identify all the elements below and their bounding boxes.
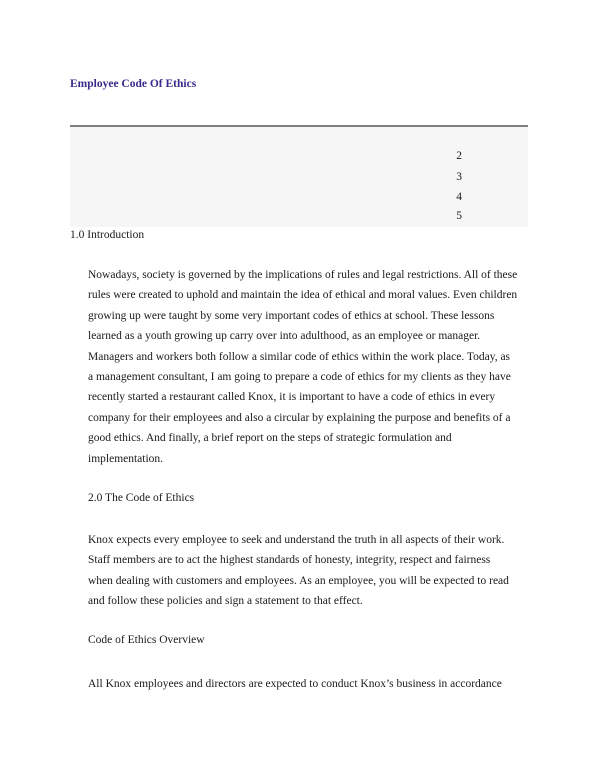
toc-page-number: 2	[456, 150, 462, 162]
paragraph-line: learned as a youth growing up carry over into adulthood, as an employee or manager.	[88, 330, 481, 343]
overview-paragraph	[88, 674, 502, 694]
paragraph-line: Knox expects every employee to seek and understand the truth in all aspects of their work.	[88, 534, 505, 546]
paragraph-line: company for their employees and also a circular by explaining the purpose and benefits of a	[88, 411, 511, 424]
introduction-paragraph	[88, 265, 517, 469]
document-title: Employee Code Of Ethics	[70, 78, 197, 90]
paragraph-line: rules were created to uphold and maintain the idea of ethical and moral values. Even children	[88, 289, 518, 302]
paragraph-line: All Knox employees and directors are expected to conduct Knox’s business in accordance	[88, 678, 502, 690]
paragraph-line: recently started a restaurant called Knox, it is important to have a code of ethics in every	[88, 391, 496, 404]
paragraph-line: growing up were taught by some very important codes of ethics at school. These lessons	[88, 309, 495, 322]
paragraph-line: a management consultant, I am going to prepare a code of ethics for my clients as they have	[88, 371, 511, 384]
code-of-ethics-paragraph	[88, 530, 509, 612]
toc-page-number: 4	[456, 191, 462, 203]
toc-page-number: 3	[456, 171, 462, 183]
paragraph-line: Staff members are to act the highest standards of honesty, integrity, respect and fairness	[88, 554, 491, 567]
paragraph-line: good ethics. And finally, a brief report on the steps of strategic formulation and	[88, 432, 452, 445]
section-heading-introduction: 1.0 Introduction	[70, 229, 145, 241]
toc-page-number: 5	[456, 210, 462, 222]
table-of-contents	[70, 127, 528, 227]
paragraph-line: when dealing with customers and employees. As an employee, you will be expected to read	[88, 574, 509, 587]
paragraph-line: implementation.	[88, 452, 164, 465]
paragraph-line: and follow these policies and sign a statement to that effect.	[88, 595, 363, 608]
paragraph-line: Nowadays, society is governed by the implications of rules and legal restrictions. All of these	[88, 269, 518, 281]
section-heading-overview: Code of Ethics Overview	[88, 634, 205, 646]
section-heading-code-of-ethics: 2.0 The Code of Ethics	[88, 492, 195, 504]
paragraph-line: Managers and workers both follow a similar code of ethics within the work place. Today, as	[88, 350, 511, 363]
